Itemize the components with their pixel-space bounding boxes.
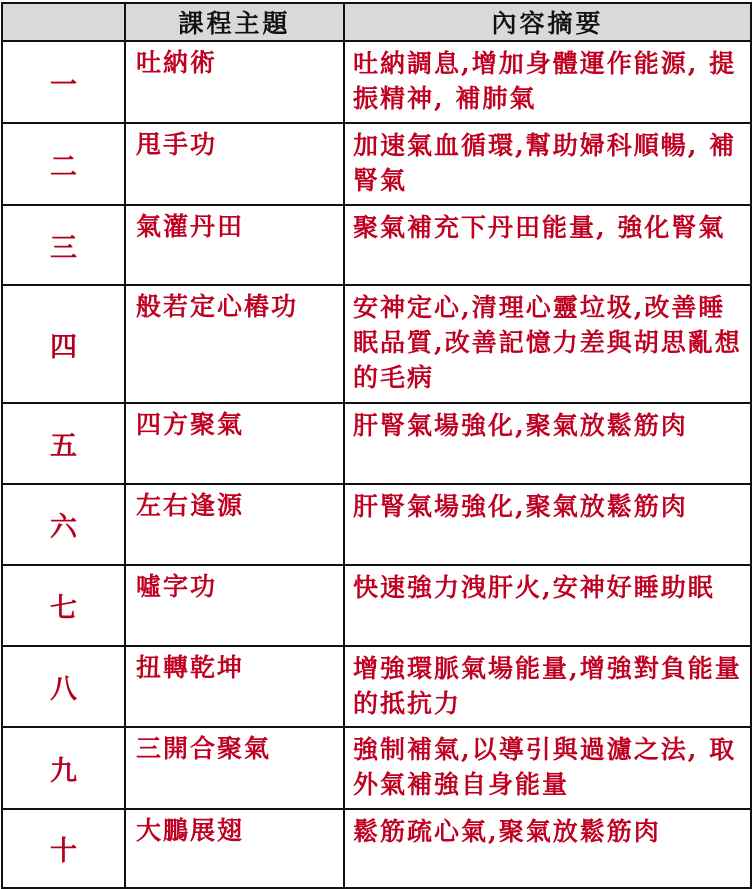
- table-row: [2, 41, 751, 123]
- table-row: [2, 565, 751, 646]
- row-topic: 般若定心樁功: [125, 285, 344, 403]
- row-number: 三: [2, 205, 125, 285]
- row-topic: 三開合聚氣: [125, 727, 344, 809]
- row-number: 八: [2, 646, 125, 727]
- header-summary: 內容摘要: [344, 3, 751, 41]
- row-number: 七: [2, 565, 125, 646]
- table-row: [2, 205, 751, 285]
- row-topic: 氣灌丹田: [125, 205, 344, 285]
- row-summary: 強制補氣,以導引與過濾之法, 取外氣補強自身能量: [344, 727, 751, 809]
- row-summary: 鬆筋疏心氣,聚氣放鬆筋肉: [344, 809, 751, 888]
- row-topic: 扭轉乾坤: [125, 646, 344, 727]
- row-summary: 肝腎氣場強化,聚氣放鬆筋肉: [344, 484, 751, 565]
- row-number: 十: [2, 809, 125, 888]
- table-row: [2, 403, 751, 484]
- row-topic: 四方聚氣: [125, 403, 344, 484]
- row-summary: 增強環脈氣場能量,增強對負能量的抵抗力: [344, 646, 751, 727]
- table-row: [2, 646, 751, 727]
- row-topic: 吐納術: [125, 41, 344, 123]
- row-topic: 噓字功: [125, 565, 344, 646]
- row-number: 六: [2, 484, 125, 565]
- header-topic: 課程主題: [125, 3, 344, 41]
- header-number: [2, 3, 125, 41]
- table-row: [2, 123, 751, 205]
- table-row: [2, 285, 751, 403]
- row-summary: 快速強力洩肝火,安神好睡助眠: [344, 565, 751, 646]
- row-summary: 聚氣補充下丹田能量, 強化腎氣: [344, 205, 751, 285]
- course-table: [1, 2, 752, 889]
- row-number: 四: [2, 285, 125, 403]
- row-topic: 大鵬展翅: [125, 809, 344, 888]
- table-row: [2, 484, 751, 565]
- row-summary: 肝腎氣場強化,聚氣放鬆筋肉: [344, 403, 751, 484]
- row-summary: 吐納調息,增加身體運作能源, 提振精神, 補肺氣: [344, 41, 751, 123]
- row-number: 二: [2, 123, 125, 205]
- table-header-row: [2, 3, 751, 41]
- row-topic: 甩手功: [125, 123, 344, 205]
- table-row: [2, 727, 751, 809]
- row-number: 九: [2, 727, 125, 809]
- row-number: 五: [2, 403, 125, 484]
- row-summary: 加速氣血循環,幫助婦科順暢, 補腎氣: [344, 123, 751, 205]
- row-number: 一: [2, 41, 125, 123]
- row-topic: 左右逢源: [125, 484, 344, 565]
- row-summary: 安神定心,清理心靈垃圾,改善睡眠品質,改善記憶力差與胡思亂想的毛病: [344, 285, 751, 403]
